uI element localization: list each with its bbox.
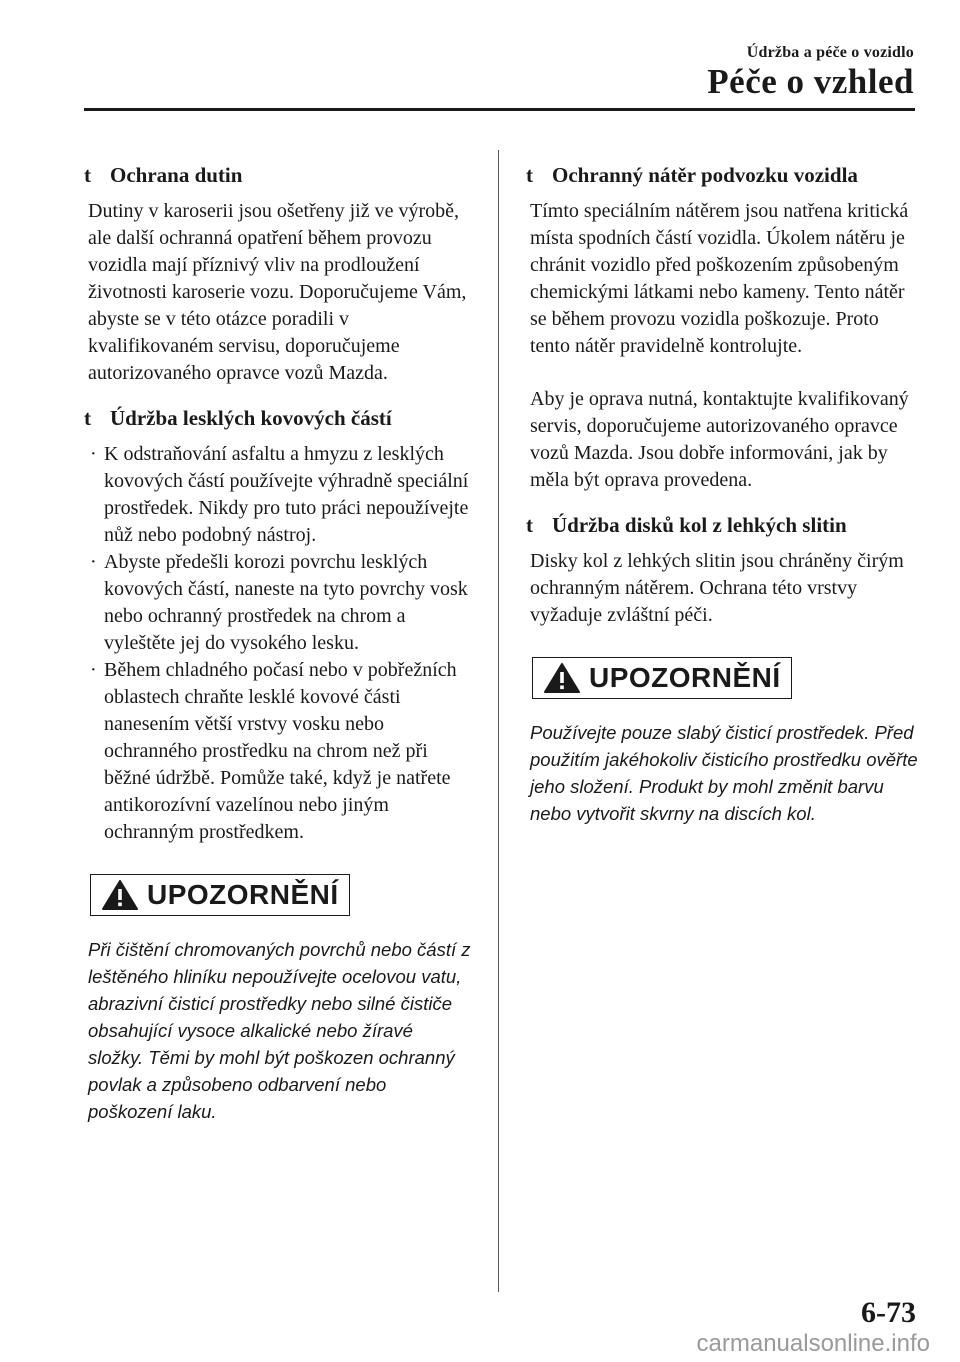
list-item bbox=[84, 441, 472, 549]
list-item-text: Abyste předešli korozi povrchu lesklých kovových částí, naneste na tyto povrchy vosk nebo ochranný prostředek na chrom a vyleštěte jej do vysokého lesku. bbox=[104, 551, 468, 654]
right-column bbox=[526, 158, 918, 827]
paragraph-cavity: Dutiny v karoserii jsou ošetřeny již ve výrobě, ale další ochranná opatření během provozu vozidla mají příznivý vliv na prodloužení životnosti karoserie vozu. Doporučujeme Vám, abyste se v této otázce poradili v kvalifikovaném servisu, doporučujeme autorizovaného opravce vozů Mazda. bbox=[88, 200, 467, 384]
list-item-text: Během chladného počasí nebo v pobřežních oblastech chraňte lesklé kovové části nanesením větší vrstvy vosku nebo ochranného prostředku na chrom než při běžné údržbě. Pomůže také, když je natřete antikorozívní vazelínou nebo jiným ochranným prostředkem. bbox=[104, 659, 457, 843]
column-divider bbox=[498, 150, 499, 1292]
bullet-dot: · bbox=[90, 659, 97, 681]
left-column bbox=[84, 158, 472, 1125]
bullet-list-metal bbox=[84, 441, 472, 846]
heading-marker: t bbox=[84, 163, 91, 187]
section-heading-metal bbox=[84, 401, 472, 435]
caution-label: UPOZORNĚNÍ bbox=[147, 879, 339, 910]
watermark: carmanualsonline.info bbox=[696, 1330, 930, 1357]
caution-text: Při čištění chromovaných povrchů nebo částí z leštěného hliníku nepoužívejte ocelovou vatu, abrazivní čisticí prostředky nebo silné čističe obsahující vysoce alkalické nebo žíravé složky. Těmi by mohl být poškozen ochranný povlak a způsobeno odbarvení nebo poškození laku. bbox=[88, 939, 471, 1122]
section-heading-wheels bbox=[526, 508, 918, 542]
caution-text: Používejte pouze slabý čisticí prostředek. Před použitím jakéhokoliv čisticího prostředku ověřte jeho složení. Produkt by mohl změnit barvu nebo vytvořit skvrny na discích kol. bbox=[530, 722, 918, 824]
paragraph-underbody-1: Tímto speciálním nátěrem jsou natřena kritická místa spodních částí vozidla. Úkolem nátěru je chránit vozidlo před poškozením způsobeným chemickými látkami nebo kameny. Tento nátěr se během provozu vozidla poškozuje. Proto tento nátěr pravidelně kontrolujte. bbox=[530, 200, 909, 357]
heading-text: Údržba disků kol z lehkých slitin bbox=[552, 513, 847, 537]
section-heading-cavity bbox=[84, 158, 472, 192]
heading-text: Ochranný nátěr podvozku vozidla bbox=[552, 163, 858, 187]
paragraph-underbody-2: Aby je oprava nutná, kontaktujte kvalifikovaný servis, doporučujeme autorizovaného opravce vozů Mazda. Jsou dobře informováni, jak by měla být oprava provedena. bbox=[530, 388, 909, 491]
heading-marker: t bbox=[526, 163, 533, 187]
caution-box bbox=[90, 874, 350, 916]
bullet-dot: · bbox=[90, 551, 97, 573]
header-divider bbox=[84, 108, 915, 111]
heading-text: Údržba lesklých kovových částí bbox=[110, 406, 392, 430]
paragraph-wheels: Disky kol z lehkých slitin jsou chráněny čirým ochranným nátěrem. Ochrana této vrstvy vyžaduje zvláštní péči. bbox=[530, 550, 904, 626]
section-heading-underbody bbox=[526, 158, 918, 192]
section-label: Údržba a péče o vozidlo bbox=[746, 44, 914, 61]
caution-box bbox=[532, 657, 792, 699]
heading-marker: t bbox=[84, 406, 91, 430]
heading-marker: t bbox=[526, 513, 533, 537]
list-item bbox=[84, 657, 472, 846]
warning-triangle-icon bbox=[101, 879, 139, 911]
warning-triangle-icon bbox=[543, 662, 581, 694]
list-item-text: K odstraňování asfaltu a hmyzu z lesklých kovových částí používejte výhradně speciální prostředek. Nikdy pro tuto práci nepoužívejte nůž nebo podobný nástroj. bbox=[104, 443, 469, 546]
bullet-dot: · bbox=[90, 443, 97, 465]
page-title: Péče o vzhled bbox=[707, 62, 914, 101]
heading-text: Ochrana dutin bbox=[110, 163, 243, 187]
list-item bbox=[84, 549, 472, 657]
page-number: 6-73 bbox=[861, 1296, 916, 1329]
caution-label: UPOZORNĚNÍ bbox=[589, 662, 781, 693]
